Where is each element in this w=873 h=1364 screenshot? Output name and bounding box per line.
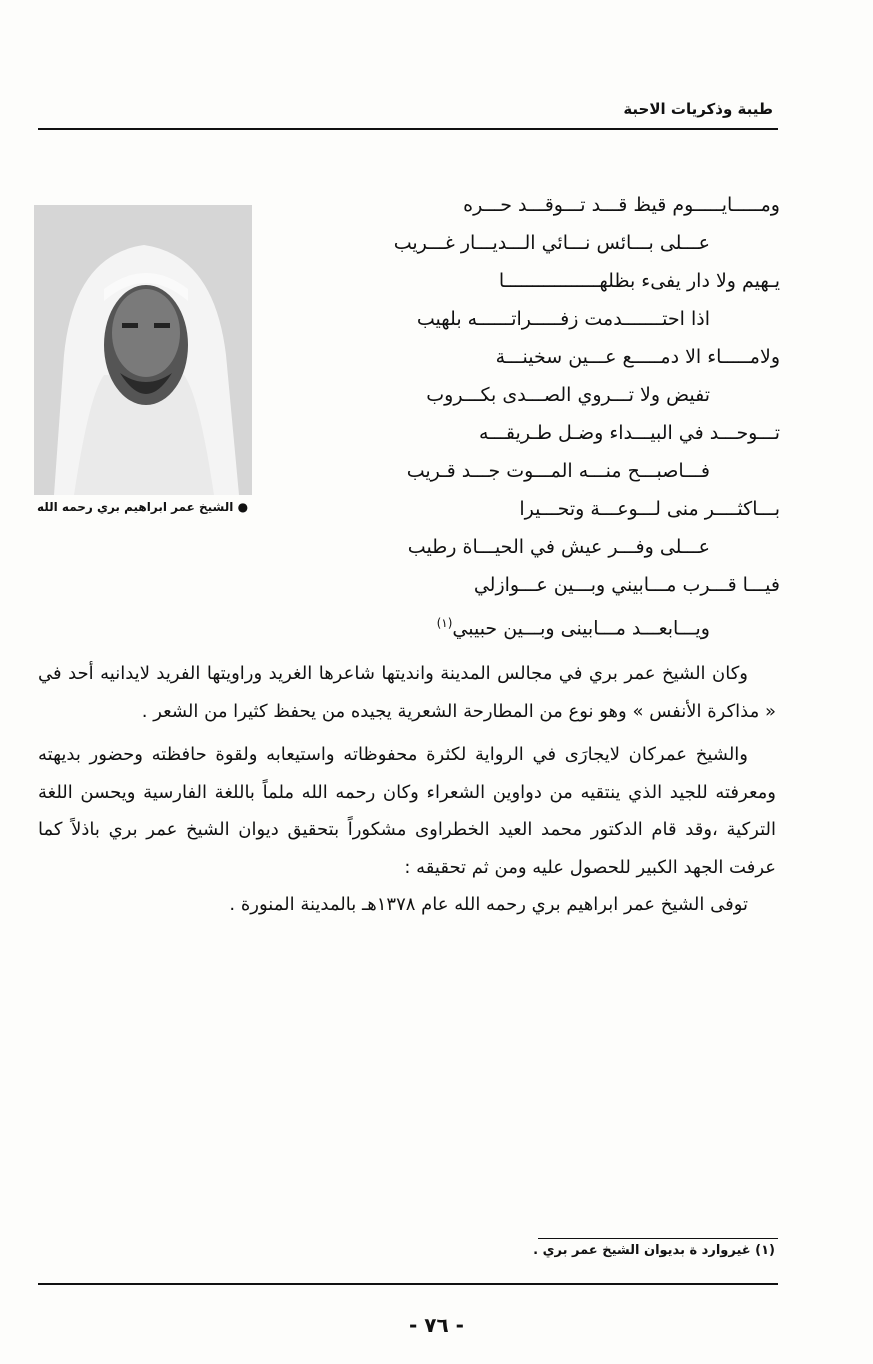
- poem-verse-11: فيـــا قـــرب مـــابيني وبـــين عـــوازلي: [473, 574, 780, 596]
- footer-rule: [38, 1283, 778, 1285]
- body-paragraph-2: والشيخ عمركان لايجارَى في الرواية لكثرة محفوظاته واستيعابه ولقوة حافظته وحضور بديهته ومعرفته للجيد الذي ينتقيه من دواوين الشعراء وكان رحمه الله ملماً باللغة الفارسية ويحسن اللغة التركية ،وقد قام الدكتور محمد العيد الخطراوى مشكوراً بتحقيق ديوان الشيخ عمر بري باذلاً كما عرفت الجهد الكبير للحصول عليه ومن ثم تحقيقه :: [38, 744, 776, 878]
- body-paragraph-1: وكان الشيخ عمر بري في مجالس المدينة وانديتها شاعرها الغريد وراويتها الفريد لايدانيه أحد في « مذاكرة الأنفس » وهو نوع من المطارحة الشعرية يجيده من يحفظ كثيرا من الشعر .: [38, 663, 776, 722]
- poem-verse-7: تـــوحـــد في البيـــداء وضـل طـريقـــه: [479, 422, 780, 444]
- poem-verse-1: ومـــــايـــــوم قيظ قـــد تـــوقـــد حـــره: [463, 194, 780, 216]
- footnote-rule: [538, 1238, 778, 1239]
- body-text: [38, 655, 776, 924]
- header-rule: [38, 128, 778, 130]
- poem-verse-3: يـهيم ولا دار يفىء بظلهـــــــــــــــــا: [498, 270, 780, 292]
- footnote: (١) غيروارد ة بديوان الشيخ عمر بري .: [533, 1243, 775, 1258]
- poem-verse-2: عـــلى بـــائس نـــائي الـــديـــار غـــريب: [393, 232, 710, 254]
- portrait-illustration: [34, 205, 252, 495]
- page-number: - ٧٦ -: [409, 1313, 464, 1337]
- poem-verse-12-text: ويـــابعـــد مـــابينى وبـــين حبيبي: [452, 617, 710, 640]
- body-paragraph-3: توفى الشيخ عمر ابراهيم بري رحمه الله عام ١٣٧٨هـ بالمدينة المنورة .: [229, 894, 748, 915]
- poem-verse-5: ولامـــــاء الا دمـــــع عـــين سخينـــة: [495, 346, 780, 368]
- poem-verse-10: عـــلى وفـــر عيش في الحيـــاة رطيب: [407, 536, 710, 558]
- photo-caption-text: الشيخ عمر ابراهيم بري رحمه الله: [36, 500, 234, 514]
- poem-verse-9: بـــاكثــــر منى لـــوعـــة وتحـــيرا: [519, 498, 780, 520]
- poem-verse-12: [270, 604, 780, 642]
- footnote-reference: (١): [436, 616, 453, 630]
- poem-verse-6: تفيض ولا تـــروي الصـــدى بكـــروب: [426, 384, 710, 406]
- poem-verse-8: فـــاصبـــح منـــه المـــوت جـــد قـريب: [406, 460, 710, 482]
- portrait-photo: [34, 205, 252, 495]
- poem-verse-4: اذا احتـــــــدمت زفـــــراتــــــه بلهيب: [416, 308, 710, 330]
- poem: [270, 186, 780, 642]
- photo-caption: ● الشيخ عمر ابراهيم بري رحمه الله: [36, 500, 249, 514]
- running-header: طيبة وذكريات الاحبة: [623, 100, 773, 118]
